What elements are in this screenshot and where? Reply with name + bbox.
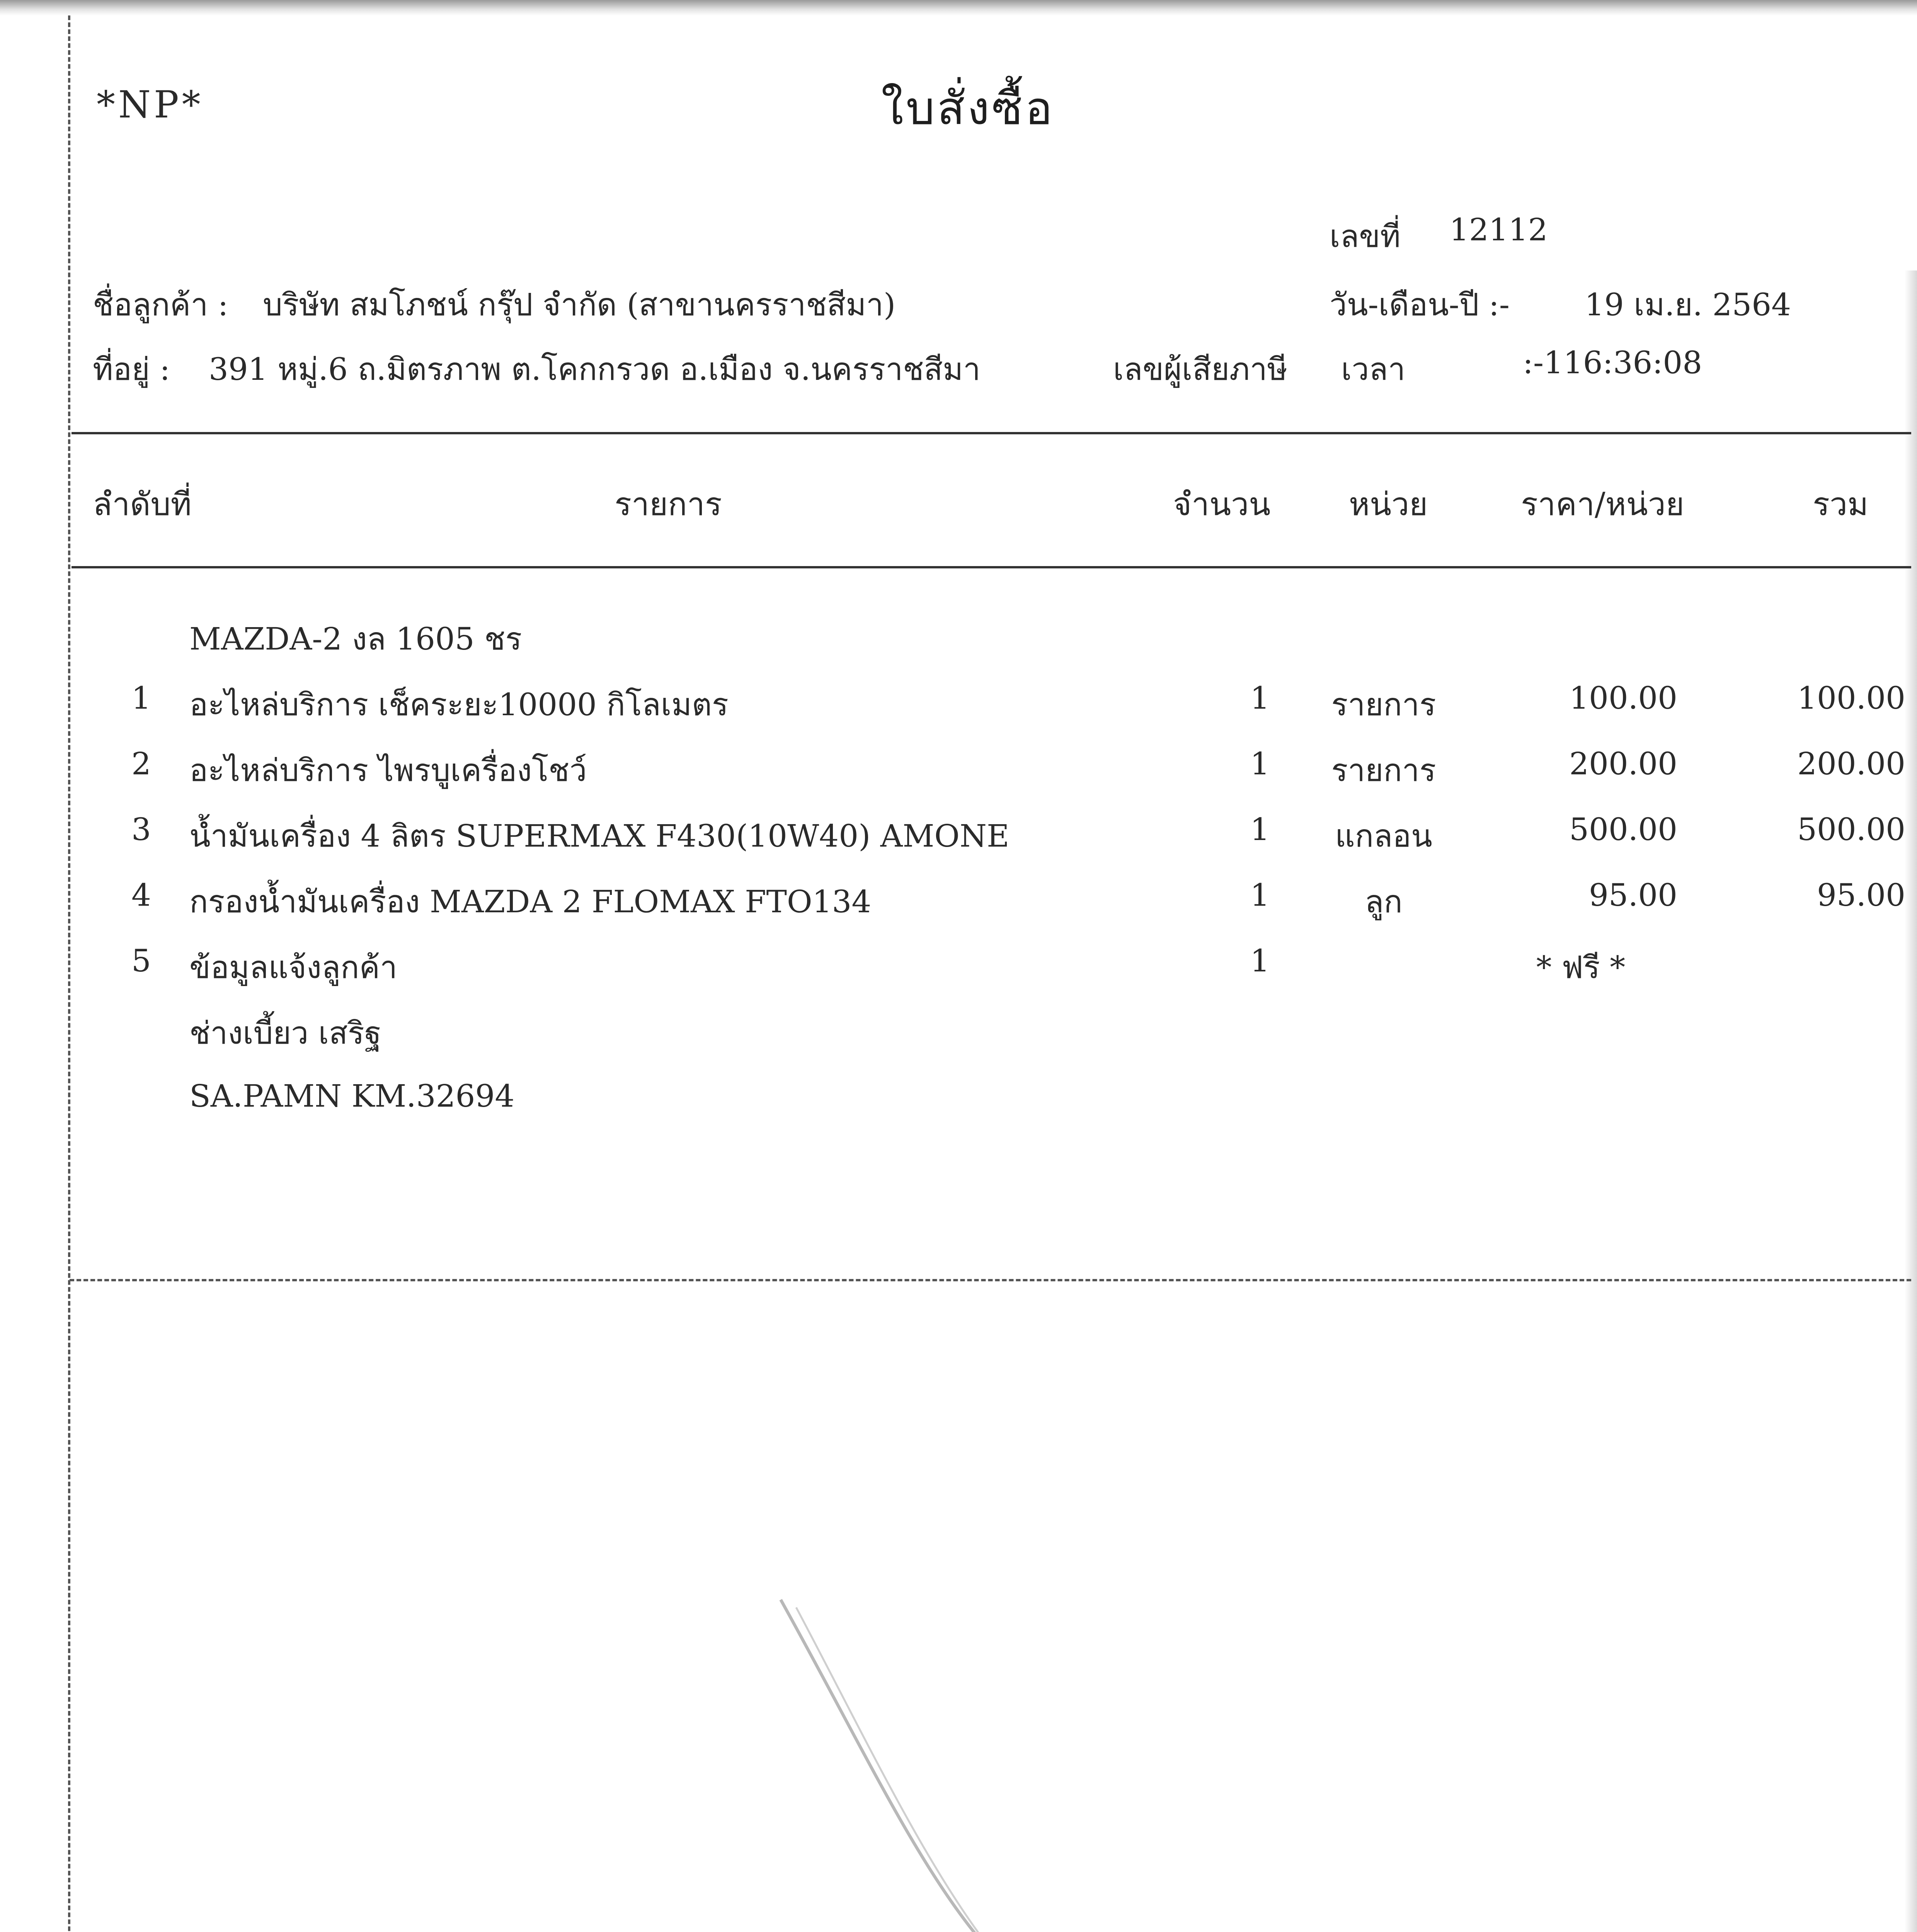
column-header-item: รายการ (615, 486, 722, 523)
row-unit: รายการ (1331, 687, 1436, 723)
column-header-total: รวม (1813, 486, 1869, 523)
row-qty: 1 (1250, 943, 1270, 979)
row-unit: รายการ (1331, 752, 1436, 788)
row-qty: 1 (1250, 746, 1270, 782)
address-label: ที่อยู่ : (93, 351, 170, 387)
row-item: ข้อมูลแจ้งลูกค้า (189, 949, 397, 985)
row-total: 95.00 (1817, 877, 1905, 913)
row-no: 1 (131, 680, 151, 716)
date-value: 19 เม.ย. 2564 (1585, 287, 1791, 323)
row-item: อะไหล่บริการ ไพรบูเครื่องโชว์ (189, 752, 587, 788)
row-price: 500.00 (1569, 811, 1677, 847)
column-header-qty: จำนวน (1173, 486, 1271, 523)
mileage-note: SA.PAMN KM.32694 (189, 1078, 515, 1114)
column-header-divider (72, 566, 1911, 568)
pencil-stroke (696, 1584, 1237, 1932)
document-title: ใบสั่งซื้อ (881, 82, 1055, 135)
row-no: 3 (131, 811, 151, 847)
row-item: อะไหล่บริการ เช็คระยะ10000 กิโลเมตร (189, 687, 729, 723)
row-no: 2 (131, 746, 151, 782)
row-unit: แกลอน (1335, 818, 1432, 854)
row-price: 95.00 (1588, 877, 1677, 913)
address-value: 391 หมู่.6 ถ.มิตรภาพ ต.โคกกรวด อ.เมือง จ.นครราชสีมา (209, 351, 981, 387)
customer-label: ชื่อลูกค้า : (93, 287, 228, 323)
row-qty: 1 (1250, 811, 1270, 847)
row-item: กรองน้ำมันเครื่อง MAZDA 2 FLOMAX FTO134 (189, 884, 872, 920)
doc-no-label: เลขที่ (1330, 218, 1401, 254)
row-price: 100.00 (1569, 680, 1677, 716)
document-code: *NP* (97, 83, 204, 126)
date-label: วัน-เดือน-ปี :- (1330, 287, 1510, 323)
row-total: 500.00 (1797, 811, 1905, 847)
row-no: 5 (131, 943, 151, 979)
column-header-price: ราคา/หน่วย (1521, 486, 1684, 523)
row-no: 4 (131, 877, 151, 913)
column-header-no: ลำดับที่ (93, 486, 192, 523)
row-unit: ลูก (1365, 884, 1403, 920)
time-value: :-116:36:08 (1523, 345, 1702, 381)
row-item: น้ำมันเครื่อง 4 ลิตร SUPERMAX F430(10W40) AMONE (189, 818, 1010, 854)
scan-right-edge (1905, 270, 1917, 1932)
row-price: 200.00 (1569, 746, 1677, 782)
row-total: 100.00 (1797, 680, 1905, 716)
column-header-unit: หน่วย (1349, 486, 1428, 523)
row-qty: 1 (1250, 680, 1270, 716)
tax-id-label: เลขผู้เสียภาษี (1113, 351, 1288, 387)
row-total: 200.00 (1797, 746, 1905, 782)
technician-note: ช่างเบี้ยว เสริฐ (189, 1015, 381, 1051)
time-label: เวลา (1341, 351, 1406, 387)
header-divider (72, 432, 1911, 434)
doc-no-value: 12112 (1449, 212, 1548, 248)
frame-left-border (68, 15, 70, 1932)
row-price: * ฟรี * (1536, 949, 1626, 985)
items-divider (70, 1279, 1911, 1281)
row-qty: 1 (1250, 877, 1270, 913)
scan-top-edge (0, 0, 1917, 15)
customer-name: บริษัท สมโภชน์ กรุ๊ป จำกัด (สาขานครราชสีมา) (263, 287, 896, 323)
vehicle-info: MAZDA-2 งล 1605 ชร (189, 621, 522, 657)
